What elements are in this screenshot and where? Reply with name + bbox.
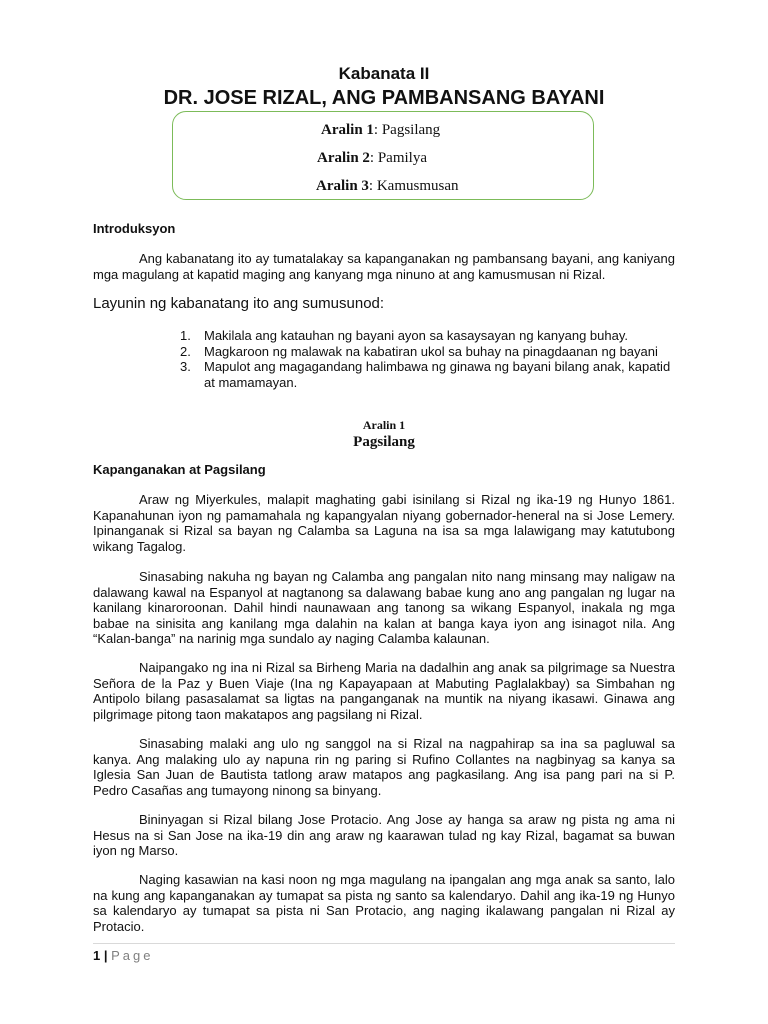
list-item: 1. Makilala ang katauhan ng bayani ayon sa kasaysayan ng kanyang buhay. [180,328,628,343]
paragraph-5: Bininyagan si Rizal bilang Jose Protacio. Ang Jose ay hanga sa araw ng pista ng ama ni Hesus na si San Jose na ika-19 din ang araw ng kaarawan tulad ng kay Rizal, bagamat sa buwan iyon ng Marso. [93,812,675,858]
lesson-item-2: Aralin 2: Pamilya [317,150,428,166]
paragraph-3: Naipangako ng ina ni Rizal sa Birheng Maria na dadalhin ang anak sa pilgrimage sa Nuestra Señora de la Paz y Buen Viaje (Ina ng Kapayapaan at Mabuting Paglalakbay) sa Simbahan ng Antipolo bilang pasasalamat sa ligtas na panganganak na muntik na niyang ikasawi. Ginawa ang pilgrimage pitong taon makatapos ang pagsilang ni Rizal. [93,660,675,722]
page-number: 1 [93,948,101,963]
intro-paragraph: Ang kabanatang ito ay tumatalakay sa kapanganakan ng pambansang bayani, ang kaniyang mga magulang at kapatid maging ang kanyang mga ninuno at ang kamusmusan ni Rizal. [93,251,675,282]
lesson-label: Aralin 1 [362,418,406,432]
paragraph-6: Naging kasawian na kasi noon ng mga magulang na ipangalan ang mga anak sa santo, lalo na kung ang kapanganakan ay tumapat sa pista ng santo sa kalendaryo. Dahil ang ika-19 ng Hunyo sa kalendaryo ay tumapat sa pista ni San Protacio, ang naging ikalawang pangalan ni Rizal ay Protacio. [93,872,675,934]
objectives-list [180,328,675,390]
section-heading: Kapanganakan at Pagsilang [93,462,266,477]
objectives-intro: Layunin ng kabanatang ito ang sumusunod: [93,295,385,312]
page-title: DR. JOSE RIZAL, ANG PAMBANSANG BAYANI [163,87,605,109]
page-footer [93,948,154,964]
page-label: Page [111,948,154,963]
list-item: 2. Magkaroon ng malawak na kabatiran ukol sa buhay na pinagdaanan ng bayani [180,343,658,359]
paragraph-2: Sinasabing nakuha ng bayan ng Calamba ang pangalan nito nang minsang may naligaw na dalawang kawal na Espanyol at nagtanong sa dalawang babae kung ano ang pangalan ng lugar na kanilang kinaroroonan. Dahil hindi naunawaan ang tanong sa wikang Espanyol, inakala ng mga babae na sinisita ang kanilang mga dalahin na kalan at banga kaya iyon ang isinagot nila. Ang “Kalan-banga” na narinig mga sundalo ay naging Calamba kalaunan. [93,569,675,646]
lesson-item-3: Aralin 3: Kamusmusan [316,178,459,194]
list-item: 3. Mapulot ang magagandang halimbawa ng ginawa ng bayani bilang anak, kapatid at mamamayan. [180,359,671,390]
lesson-item-1: Aralin 1: Pagsilang [321,122,441,138]
intro-heading: Introduksyon [93,221,176,236]
lesson-title: Pagsilang [353,434,415,450]
chapter-label: Kabanata II [338,64,430,83]
footer-divider [93,943,675,944]
footer-separator: | [103,948,108,963]
paragraph-1: Araw ng Miyerkules, malapit maghating gabi isinilang si Rizal ng ika-19 ng Hunyo 1861. Kapanahunan iyon ng pamamahala ng kapangyalan niyang gobernador-heneral na si Jose Lemery. Ipinanganak si Rizal sa bayan ng Calamba sa Laguna na isa sa mga lalawigang may katutubong wikang Tagalog. [93,492,675,554]
paragraph-4: Sinasabing malaki ang ulo ng sanggol na si Rizal na nagpahirap sa ina sa pagluwal sa kanya. Ang malaking ulo ay napuna rin ng paring si Rufino Collantes na nagbinyag sa kanya sa Iglesia San Juan de Bautista tatlong araw matapos ang pagkasilang. Ang isa pang pari na si P. Pedro Casañas ang tumayong ninong sa binyang. [93,736,675,798]
